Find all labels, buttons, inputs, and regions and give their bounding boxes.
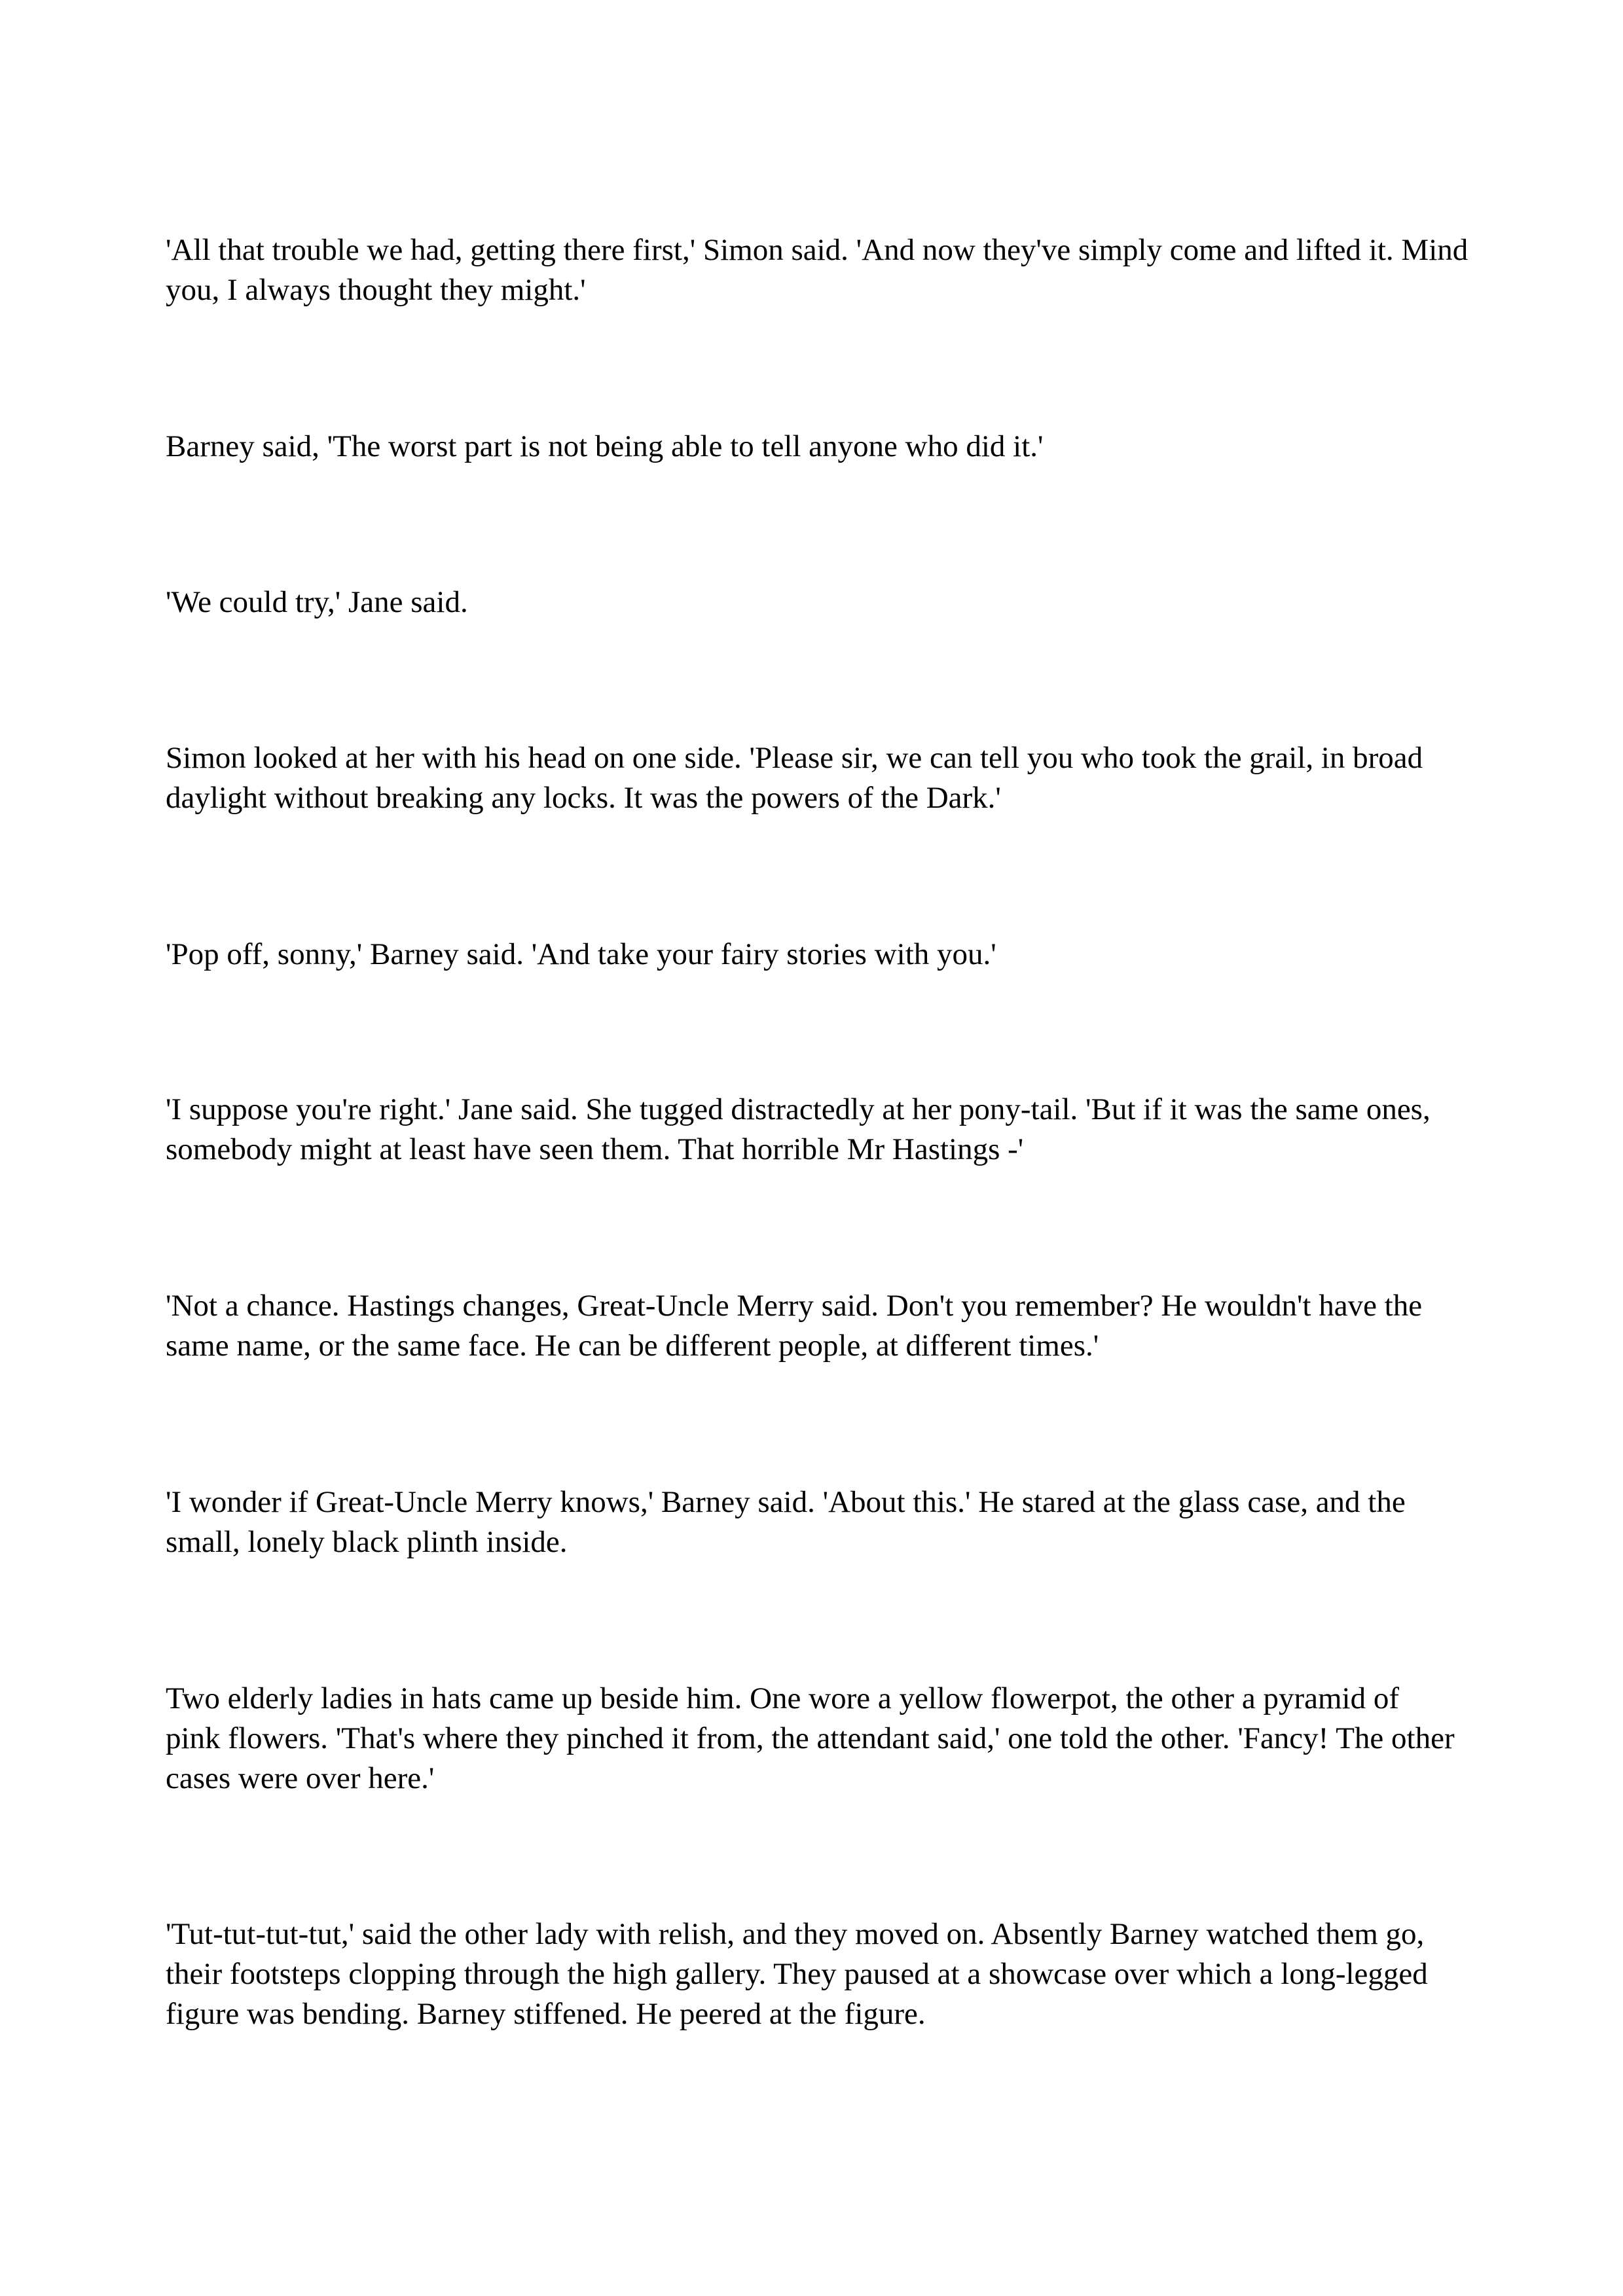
paragraph: 'We could try,' Jane said. (166, 585, 468, 619)
paragraph: 'I wonder if Great-Uncle Merry knows,' Barney said. 'About this.' He stared at the glass case, and the small, lonely black plinth inside. (166, 1485, 1406, 1559)
paragraph: Simon looked at her with his head on one side. 'Please sir, we can tell you who took the grail, in broad daylight without breaking any locks. It was the powers of the Dark.' (166, 741, 1423, 815)
paragraph: 'All that trouble we had, getting there first,' Simon said. 'And now they've simply come and lifted it. Mind you, I always thought they might.' (166, 233, 1468, 307)
paragraph: 'I suppose you're right.' Jane said. She tugged distractedly at her pony-tail. 'But if it was the same ones, somebody might at least have seen them. That horrible Mr Hastings -' (166, 1092, 1431, 1166)
paragraph: 'Pop off, sonny,' Barney said. 'And take your fairy stories with you.' (166, 937, 996, 971)
paragraph: Barney said, 'The worst part is not being able to tell anyone who did it.' (166, 429, 1044, 463)
paragraph: 'Tut-tut-tut-tut,' said the other lady with relish, and they moved on. Absently Barney watched them go, their footsteps clopping through the high gallery. They paused at a showcase over which a long-legged figure was bending. Barney stiffened. He peered at the figure. (166, 1917, 1428, 2031)
paragraph: Two elderly ladies in hats came up beside him. One wore a yellow flowerpot, the other a pyramid of pink flowers. 'That's where they pinched it from, the attendant said,' one told the other. 'Fancy! The other cases were over here.' (166, 1681, 1455, 1795)
paragraph: 'Not a chance. Hastings changes, Great-Uncle Merry said. Don't you remember? He wouldn't have the same name, or the same face. He can be different people, at different times.' (166, 1289, 1423, 1363)
